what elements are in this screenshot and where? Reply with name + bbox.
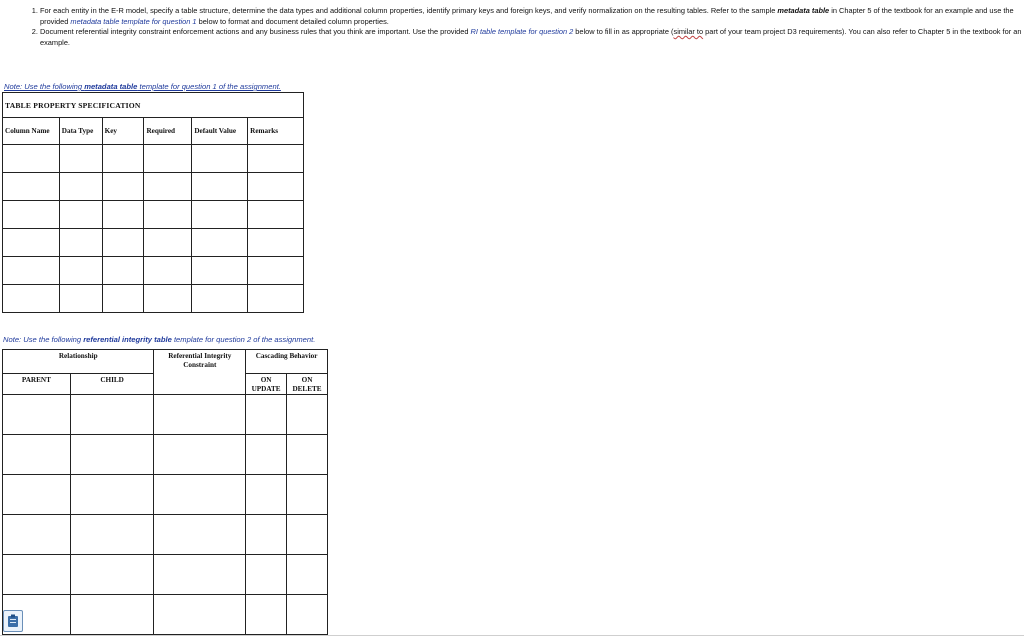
ri-table-cell[interactable] <box>154 515 246 555</box>
metadata-table-cell[interactable] <box>144 173 192 201</box>
ri-table-row <box>3 595 328 635</box>
metadata-table-caption: TABLE PROPERTY SPECIFICATION <box>3 93 304 118</box>
ri-parent-header: PARENT <box>3 374 71 395</box>
note1-suffix: template for question 1 of the assignment. <box>137 82 281 91</box>
ri-table-cell[interactable] <box>246 555 287 595</box>
ri-table-cell[interactable] <box>246 595 287 635</box>
metadata-table-cell[interactable] <box>248 285 304 313</box>
metadata-table-cell[interactable] <box>144 145 192 173</box>
ri-table-cell[interactable] <box>70 475 154 515</box>
ri-table-cell[interactable] <box>287 435 328 475</box>
ri-table-cell[interactable] <box>287 555 328 595</box>
ri-table-row <box>3 515 328 555</box>
note1-bold: metadata table <box>84 82 138 91</box>
instruction-text: metadata table template for question 1 <box>70 16 197 26</box>
metadata-table-cell[interactable] <box>144 257 192 285</box>
bottom-border <box>0 635 1024 636</box>
metadata-table-cell[interactable] <box>59 145 102 173</box>
instruction-text: RI table template for question 2 <box>470 27 574 37</box>
ri-table-cell[interactable] <box>3 475 71 515</box>
ri-table-cell[interactable] <box>154 435 246 475</box>
note1-prefix: Note: Use the following <box>4 82 85 91</box>
metadata-table-cell[interactable] <box>192 173 248 201</box>
clipboard-icon <box>7 614 19 628</box>
ri-table-cell[interactable] <box>70 595 154 635</box>
ri-table-cell[interactable] <box>70 555 154 595</box>
instruction-text: Document referential integrity constraint enforcement actions and any business rules that you think are important. Use the provided <box>40 27 471 37</box>
instruction-text: part of your team project D3 requirements). You can also refer to Chapter 5 in the textbook for an example. <box>40 27 1022 47</box>
ri-table-cell[interactable] <box>3 395 71 435</box>
metadata-column-header: Key <box>102 118 144 145</box>
ri-table-cell[interactable] <box>287 595 328 635</box>
ri-relationship-header: Relationship <box>3 350 154 374</box>
note-ri-table <box>3 335 315 344</box>
instructions-list <box>28 6 1024 48</box>
ri-table-cell[interactable] <box>3 555 71 595</box>
ri-constraint-header: Referential Integrity Constraint <box>154 350 246 395</box>
ri-table-cell[interactable] <box>287 395 328 435</box>
ri-table-cell[interactable] <box>246 475 287 515</box>
ri-table <box>2 349 328 635</box>
metadata-table-cell[interactable] <box>59 173 102 201</box>
metadata-table <box>2 92 304 313</box>
instruction-text: similar to <box>673 27 704 37</box>
metadata-table-cell[interactable] <box>192 229 248 257</box>
ri-table-cell[interactable] <box>154 395 246 435</box>
metadata-table-cell[interactable] <box>102 257 144 285</box>
metadata-column-header: Remarks <box>248 118 304 145</box>
metadata-table-cell[interactable] <box>248 201 304 229</box>
ri-table-cell[interactable] <box>154 475 246 515</box>
metadata-table-cell[interactable] <box>59 285 102 313</box>
ri-table-row <box>3 475 328 515</box>
instruction-text: in Chapter 5 of the textbook for an example and use the provided <box>40 6 1014 26</box>
metadata-table-cell[interactable] <box>192 257 248 285</box>
ri-table-row <box>3 435 328 475</box>
metadata-table-cell[interactable] <box>102 173 144 201</box>
ri-on-update-header: ON UPDATE <box>246 374 287 395</box>
note-metadata-table <box>4 82 281 91</box>
instruction-text: metadata table <box>777 6 830 15</box>
ri-cascading-header: Cascading Behavior <box>246 350 328 374</box>
ri-table-cell[interactable] <box>287 475 328 515</box>
metadata-table-cell[interactable] <box>192 145 248 173</box>
metadata-table-cell[interactable] <box>59 229 102 257</box>
metadata-column-header: Default Value <box>192 118 248 145</box>
document-icon[interactable] <box>3 610 23 632</box>
ri-table-cell[interactable] <box>154 555 246 595</box>
metadata-table-cell[interactable] <box>248 173 304 201</box>
instruction-text: below to fill in as appropriate ( <box>573 27 674 37</box>
ri-on-delete-header: ON DELETE <box>287 374 328 395</box>
ri-table-cell[interactable] <box>246 435 287 475</box>
ri-table-cell[interactable] <box>70 435 154 475</box>
metadata-table-cell[interactable] <box>144 229 192 257</box>
metadata-table-row <box>3 285 304 313</box>
instruction-text: For each entity in the E-R model, specify a table structure, determine the data types and additional column properties, identify primary keys and foreign keys, and verify normalization on the resulting tables. Refer to the sample <box>40 6 778 15</box>
ri-table-cell[interactable] <box>3 435 71 475</box>
metadata-table-cell[interactable] <box>102 201 144 229</box>
metadata-table-cell[interactable] <box>102 229 144 257</box>
ri-table-cell[interactable] <box>70 395 154 435</box>
instruction-item <box>40 27 1024 48</box>
metadata-table-cell[interactable] <box>59 257 102 285</box>
ri-table-cell[interactable] <box>70 515 154 555</box>
metadata-table-row <box>3 201 304 229</box>
ri-table-cell[interactable] <box>3 515 71 555</box>
ri-table-cell[interactable] <box>246 515 287 555</box>
metadata-column-header: Column Name <box>3 118 60 145</box>
metadata-table-cell[interactable] <box>144 285 192 313</box>
metadata-column-header: Required <box>144 118 192 145</box>
metadata-table-cell[interactable] <box>248 257 304 285</box>
note2-bold: referential integrity table <box>83 335 172 344</box>
ri-table-cell[interactable] <box>246 395 287 435</box>
metadata-table-row <box>3 173 304 201</box>
metadata-table-cell[interactable] <box>3 173 60 201</box>
instruction-item <box>40 6 1024 27</box>
instruction-text: below to format and document detailed column properties. <box>196 16 389 26</box>
metadata-table-cell[interactable] <box>144 201 192 229</box>
ri-table-cell[interactable] <box>154 595 246 635</box>
metadata-column-header: Data Type <box>59 118 102 145</box>
metadata-table-cell[interactable] <box>102 285 144 313</box>
metadata-table-cell[interactable] <box>3 229 60 257</box>
metadata-table-cell[interactable] <box>3 257 60 285</box>
metadata-table-cell[interactable] <box>3 201 60 229</box>
metadata-table-cell[interactable] <box>192 285 248 313</box>
note2-prefix: Note: Use the following <box>3 335 84 344</box>
metadata-table-cell[interactable] <box>102 145 144 173</box>
ri-table-row <box>3 555 328 595</box>
metadata-table-row <box>3 145 304 173</box>
ri-table-cell[interactable] <box>287 515 328 555</box>
metadata-table-cell[interactable] <box>192 201 248 229</box>
metadata-table-row <box>3 257 304 285</box>
metadata-table-cell[interactable] <box>59 201 102 229</box>
metadata-table-cell[interactable] <box>3 285 60 313</box>
metadata-table-cell[interactable] <box>3 145 60 173</box>
note2-suffix: template for question 2 of the assignment. <box>171 335 316 344</box>
metadata-table-cell[interactable] <box>248 145 304 173</box>
metadata-table-cell[interactable] <box>248 229 304 257</box>
ri-table-row <box>3 395 328 435</box>
metadata-table-row <box>3 229 304 257</box>
ri-child-header: CHILD <box>70 374 154 395</box>
